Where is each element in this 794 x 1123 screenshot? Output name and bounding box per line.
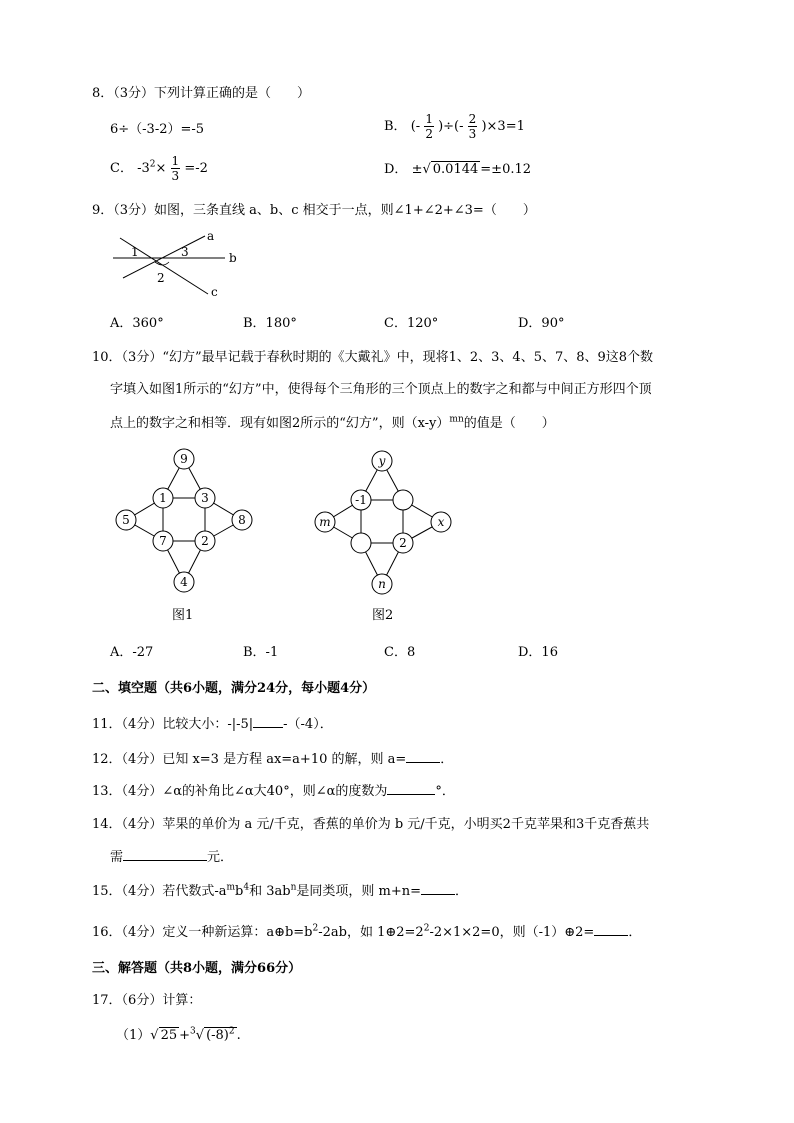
q9-stem: 9．（3分）如图，三条直线 a、b、c 相交于一点，则∠1+∠2+∠3=（ ）: [92, 203, 536, 218]
answer-blank[interactable]: [421, 882, 455, 895]
node-square-tl-label: -1: [355, 493, 367, 507]
q15: [92, 880, 468, 899]
node-bottom-label: n: [378, 577, 386, 591]
q8-option-c: [110, 154, 208, 183]
text: -2×1×2=0，则（-1）⊕2=: [429, 925, 595, 940]
text: (-8): [206, 1028, 229, 1043]
q9-lines-figure: [105, 226, 245, 298]
q16: [92, 921, 641, 940]
root-index: 3: [190, 1026, 196, 1037]
text: 13．（4分）∠α的补角比∠α大40°，则∠α的度数为: [92, 784, 388, 799]
text: 12．（4分）已知 x=3 是方程 ax=a+10 的解，则 a=: [92, 752, 407, 767]
fraction: [468, 112, 478, 141]
node-right-label: x: [437, 515, 445, 529]
fig1-caption: 图1: [172, 608, 194, 623]
exponent: n: [290, 882, 297, 893]
text: 和 3ab: [249, 884, 291, 899]
exponent: 2: [423, 923, 430, 934]
fraction: [171, 154, 181, 183]
option-label: B．: [384, 119, 407, 134]
text: 11．（4分）比较大小：-|-5|: [92, 717, 254, 732]
fig2-caption: 图2: [372, 608, 394, 623]
answer-blank[interactable]: [387, 782, 435, 795]
node-square-bl-label: 7: [159, 534, 167, 548]
q10-option-c: C．8: [384, 645, 416, 660]
text: °．: [435, 784, 455, 799]
math-text: )×3=1: [481, 119, 525, 134]
q9-option-c: C．120°: [384, 316, 439, 331]
section-3-heading: 三、解答题（共8小题，满分66分）: [92, 961, 302, 976]
math-text: ×: [155, 161, 167, 176]
text: 15．（4分）若代数式-a: [92, 884, 227, 899]
fraction: [424, 112, 434, 141]
option-label: D．: [384, 162, 408, 177]
section-2-heading: 二、填空题（共6小题，满分24分，每小题4分）: [92, 681, 376, 696]
exponent: 2: [149, 159, 156, 170]
node-square-br-label: 2: [399, 536, 407, 550]
q9-option-a: A．360°: [110, 316, 164, 331]
text: 元．: [207, 850, 234, 865]
text: 需: [110, 850, 124, 865]
label-2: 2: [157, 271, 165, 285]
math-text: (-: [410, 119, 421, 134]
q12: [92, 748, 453, 767]
denominator: 2: [425, 127, 433, 141]
math-text: ±: [411, 162, 423, 177]
q10-line-2: 字填入如图1所示的“幻方”中，使得每个三角形的三个顶点上的数字之和都与中间正方形四个顶: [110, 382, 652, 397]
node-left-label: 5: [122, 513, 130, 527]
denominator: 3: [468, 127, 477, 141]
label-1: 1: [131, 245, 139, 259]
text: ．: [454, 884, 468, 899]
option-label: C．: [110, 161, 133, 176]
math-text: -3: [137, 161, 150, 176]
q9-option-d: D．90°: [518, 316, 565, 331]
exponent: mn: [449, 414, 464, 425]
q11: [92, 713, 333, 732]
q17-part-1: （1）√ 25 +$^3$√ $(-8)^2$ .: [116, 1026, 241, 1043]
q10-line-1: 10．（3分）“幻方”最早记载于春秋时期的《大戴礼》中，现将1、2、3、4、5、7、8、9这8个数: [92, 350, 654, 365]
radicand: 0.0144: [432, 162, 479, 177]
q10-option-d: D．16: [518, 645, 558, 660]
node-square-br-label: 2: [201, 534, 209, 548]
label-a: a: [207, 229, 215, 243]
q14-line-2: [110, 846, 233, 865]
denominator: 3: [171, 169, 180, 183]
node-square-tr-label: 3: [201, 491, 209, 505]
text: b: [235, 884, 244, 899]
text: ．: [628, 925, 642, 940]
label-3: 3: [181, 245, 189, 259]
node-right-label: 8: [238, 513, 246, 527]
math-text: =±0.12: [480, 162, 532, 177]
text: .: [236, 1028, 241, 1043]
radicand: 25: [160, 1028, 178, 1043]
exponent: 2: [312, 923, 319, 934]
exponent: 2: [228, 1026, 235, 1037]
node-top-label: y: [378, 454, 386, 468]
q14-line-1: 14．（4分）苹果的单价为 a 元/千克，香蕉的单价为 b 元/千克，小明买2千克苹果和3千克香蕉共: [92, 817, 650, 832]
node-square-tr: [393, 490, 413, 510]
text: 16．（4分）定义一种新运算：a⊕b=b: [92, 925, 313, 940]
math-text: =-2: [184, 161, 208, 176]
numerator: 2: [468, 112, 477, 126]
answer-blank[interactable]: [406, 750, 440, 763]
q13: [92, 780, 455, 799]
sub-label: （1）: [116, 1028, 151, 1043]
magic-square-figure-2: [306, 445, 456, 597]
node-square-bl: [351, 533, 371, 553]
radicand: [204, 1027, 237, 1043]
label-b: b: [229, 251, 237, 265]
text: 是同类项，则 m+n=: [296, 884, 421, 899]
numerator: 1: [425, 112, 433, 126]
q9-option-b: B．180°: [243, 316, 297, 331]
answer-blank[interactable]: [123, 848, 207, 861]
q8-option-b: [384, 112, 525, 141]
q10-option-b: B．-1: [243, 645, 279, 660]
text: ．: [440, 752, 454, 767]
q8-option-a: 6÷（-3-2）=-5: [110, 122, 205, 137]
math-text: )÷(-: [438, 119, 464, 134]
numerator: 1: [171, 154, 180, 168]
node-bottom-label: 4: [180, 575, 188, 589]
text: +: [179, 1028, 191, 1043]
text: -（-4）．: [283, 717, 333, 732]
q10-option-a: A．-27: [110, 645, 154, 660]
node-left-label: m: [319, 515, 331, 529]
exponent: m: [226, 882, 236, 893]
q10-line-3: [110, 412, 555, 431]
exponent: 4: [243, 882, 250, 893]
text: -2ab，如 1⊕2=2: [318, 925, 424, 940]
q8-stem: 8．（3分）下列计算正确的是（ ）: [92, 86, 311, 101]
label-c: c: [211, 285, 218, 298]
magic-square-figure-1: [108, 445, 258, 597]
text: 的值是（ ）: [463, 416, 555, 431]
text: 点上的数字之和相等．现有如图2所示的“幻方”，则（x-y）: [110, 416, 450, 431]
node-square-tl-label: 1: [159, 491, 167, 505]
answer-blank[interactable]: [594, 923, 628, 936]
answer-blank[interactable]: [253, 715, 283, 728]
q17-stem: 17．（6分）计算：: [92, 993, 202, 1008]
q8-option-d: D． ±√ 0.0144 =±0.12: [384, 162, 532, 177]
node-top-label: 9: [180, 452, 188, 466]
